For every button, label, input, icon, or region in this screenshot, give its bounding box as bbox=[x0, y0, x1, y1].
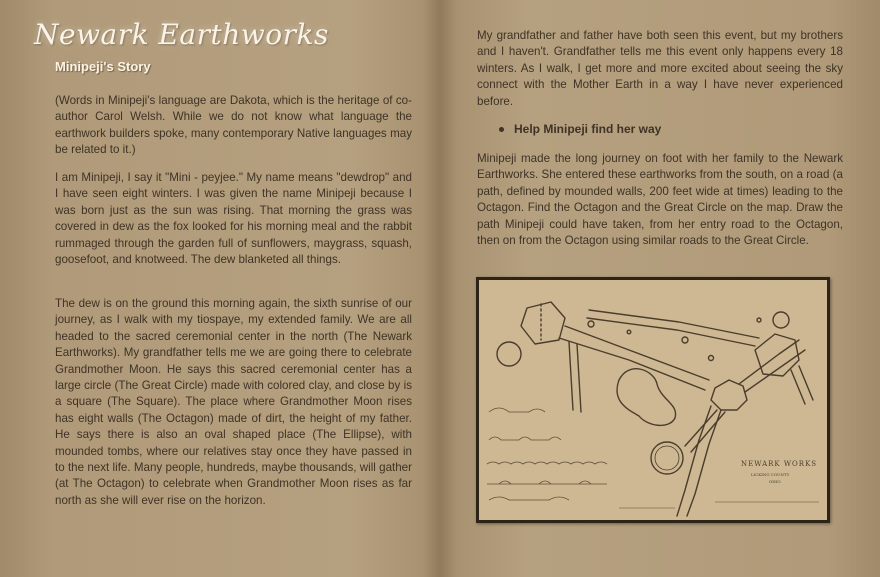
paragraph-introduction: I am Minipeji, I say it "Mini - peyjee." My name means "dewdrop" and I have seen eight winters. I was given the name Minipeji because I was born just as the sun was rising. That morning the grass was covered in dew as the fox looked for his morning meal and the rabbit rummaged through the garden full of sunflowers, maygrass, squash, goosefoot, and knotweed. The dew blanketed all things. bbox=[55, 171, 412, 267]
paragraph-grandfather: My grandfather and father have both seen this event, but my brothers and I haven't. Grandfather tells me this event only happens every 18 winters. As I walk, I get more and more excited about seeing the sky connect with the Mother Earth in a way I have never experienced before. bbox=[477, 29, 843, 108]
book-title: Newark Earthworks bbox=[34, 18, 329, 51]
right-page bbox=[440, 0, 880, 577]
paragraph-activity-instructions: Minipeji made the long journey on foot with her family to the Newark Earthworks. She entered these earthworks from the south, on a road (a path, defined by mounded walls, 200 feet wide at times) leading to the Octagon. Find the Octagon and the Great Circle on the map. Draw the path Minipeji could have taken, from her entry road to the Octagon, then on from the Octagon using similar roads to the Great Circle. bbox=[477, 152, 843, 248]
map-state-label: OHIO bbox=[769, 479, 781, 484]
earthworks-map-drawing bbox=[479, 280, 827, 520]
story-subtitle: Minipeji's Story bbox=[55, 59, 151, 74]
map-title-label: NEWARK WORKS bbox=[741, 460, 818, 468]
paragraph-journey: The dew is on the ground this morning again, the sixth sunrise of our journey, as I walk with my tiospaye, my extended family. We are all headed to the sacred ceremonial center in the north (The Newark Earthworks). My grandfather tells me we are going there to celebrate Grandmother Moon. He says this sacred ceremonial center has a large circle (The Great Circle) made with colored clay, and close by is a square (The Square). The place where Grandmother Moon rises has eight walls (The Octagon) made of dirt, the height of my father. He says there is also an oval shaped place (The Ellipse), with mounded tombs, where our relatives stay once they have passed in to the next life. Many people, hundreds, maybe thousands, will gather (at The Octagon) to celebrate when Grandmother Moon rises as far north as she will ever rise on the horizon. bbox=[55, 297, 412, 507]
paragraph-language-note: (Words in Minipeji's language are Dakota, which is the heritage of co-author Carol Welsh. While we do not know what language the earthwork builders spoke, many contemporary Native languages may be related to it.) bbox=[55, 94, 412, 157]
map-county-label: LICKING COUNTY bbox=[751, 472, 790, 477]
earthworks-map bbox=[476, 277, 830, 523]
activity-heading-text: Help Minipeji find her way bbox=[514, 122, 662, 136]
bullet-icon bbox=[499, 127, 504, 132]
activity-heading bbox=[499, 122, 661, 136]
